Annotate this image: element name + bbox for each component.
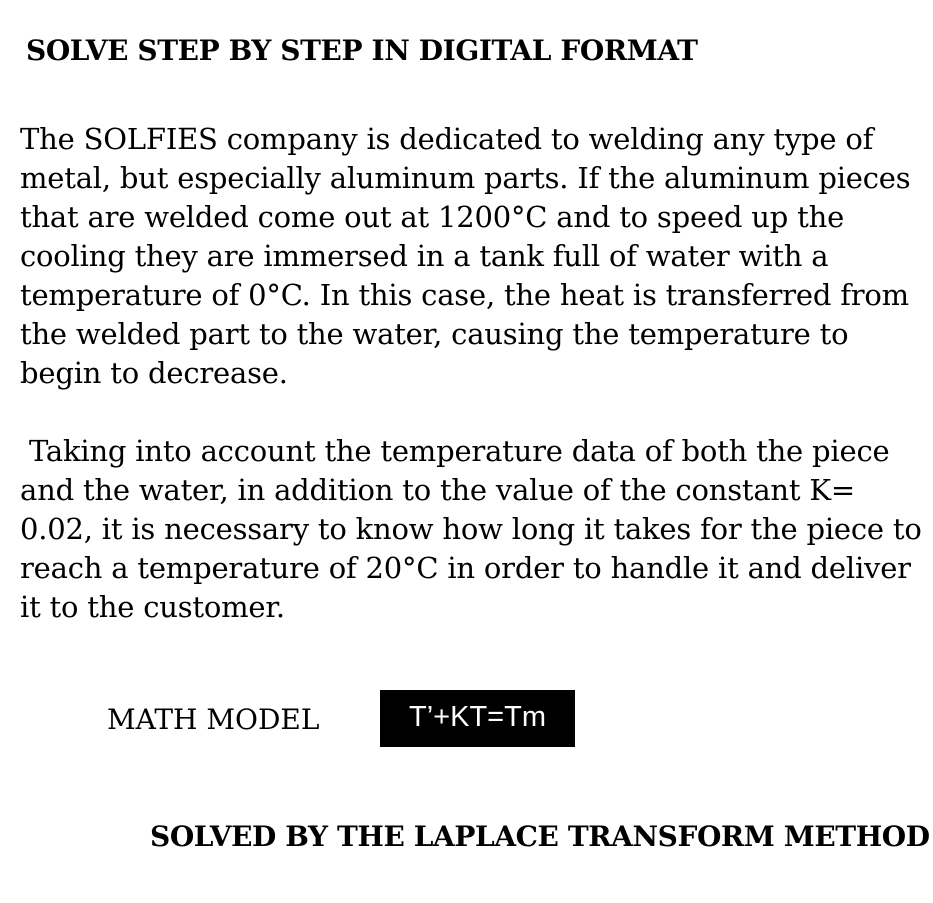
page-heading: SOLVE STEP BY STEP IN DIGITAL FORMAT <box>26 34 698 67</box>
paragraph-line: temperature of 0°C. In this case, the heat is transferred from <box>20 278 909 312</box>
math-model-formula <box>380 690 575 747</box>
paragraph-line: the welded part to the water, causing the temperature to <box>20 317 849 351</box>
paragraph-line: metal, but especially aluminum parts. If the aluminum pieces <box>20 161 911 195</box>
paragraph-line: Taking into account the temperature data of both the piece <box>20 434 890 468</box>
problem-paragraph-2 <box>20 432 920 627</box>
paragraph-line: 0.02, it is necessary to know how long it takes for the piece to <box>20 512 922 546</box>
method-footer: SOLVED BY THE LAPLACE TRANSFORM METHOD <box>150 820 930 853</box>
paragraph-line: it to the customer. <box>20 590 285 624</box>
math-model-label: MATH MODEL <box>107 703 320 736</box>
formula-text: T’+KT=Tm <box>409 700 546 733</box>
paragraph-line: The SOLFIES company is dedicated to welding any type of <box>20 122 874 156</box>
paragraph-line: begin to decrease. <box>20 356 288 390</box>
paragraph-line: and the water, in addition to the value of the constant K= <box>20 473 855 507</box>
paragraph-line: reach a temperature of 20°C in order to handle it and deliver <box>20 551 911 585</box>
paragraph-line: that are welded come out at 1200°C and to speed up the <box>20 200 845 234</box>
problem-paragraph-1 <box>20 120 920 393</box>
paragraph-line: cooling they are immersed in a tank full of water with a <box>20 239 829 273</box>
